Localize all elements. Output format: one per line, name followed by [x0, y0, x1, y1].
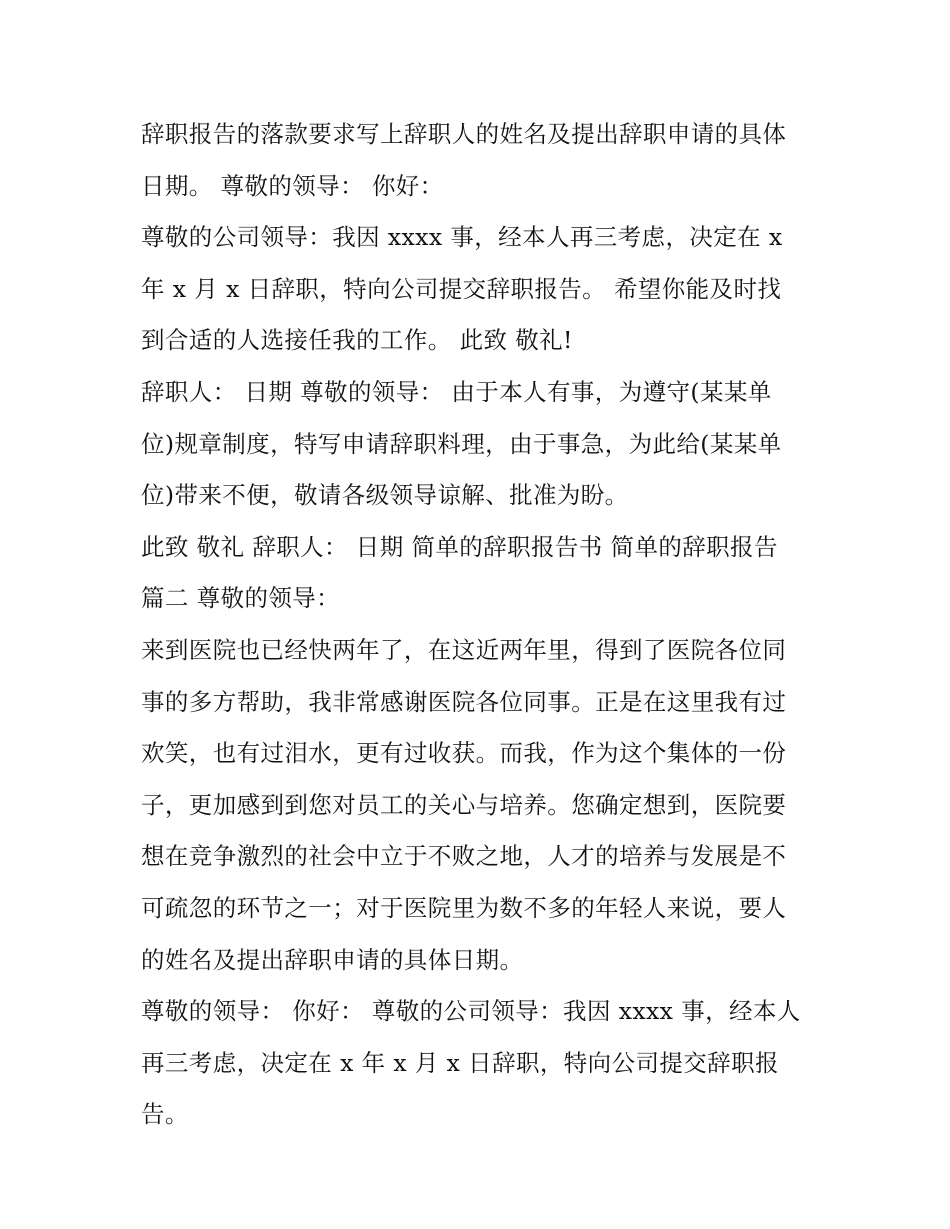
text-line: 告。 [141, 1100, 189, 1129]
text-line: 年 x 月 x 日辞职，特向公司提交辞职报告。 希望你能及时找 [141, 274, 782, 303]
text-line: 尊敬的公司领导：我因 xxxx 事，经本人再三考虑，决定在 x [141, 223, 783, 252]
text-line: 事的多方帮助，我非常感谢医院各位同事。正是在这里我有过 [141, 687, 787, 716]
text-line: 的姓名及提出辞职申请的具体日期。 [141, 945, 524, 974]
text-line: 辞职报告的落款要求写上辞职人的姓名及提出辞职申请的具体 [141, 120, 787, 148]
text-line: 位)规章制度，特写申请辞职料理，由于事急，为此给(某某单 [141, 429, 782, 458]
text-line: 再三考虑，决定在 x 年 x 月 x 日辞职，特向公司提交辞职报 [141, 1048, 779, 1077]
document-body [141, 109, 821, 1141]
text-line: 辞职人： 日期 尊敬的领导： 由于本人有事，为遵守(某某单 [141, 377, 772, 406]
text-line: 来到医院也已经快两年了，在这近两年里，得到了医院各位同 [141, 635, 787, 664]
text-line: 位)带来不便，敬请各级领导谅解、批准为盼。 [141, 481, 629, 510]
text-line: 到合适的人选接任我的工作。 此致 敬礼! [141, 326, 573, 355]
text-line: 尊敬的领导： 你好： 尊敬的公司领导：我因 xxxx 事，经本人 [141, 997, 801, 1026]
text-line: 想在竞争激烈的社会中立于不败之地，人才的培养与发展是不 [141, 842, 787, 871]
text-line: 日期。 尊敬的领导： 你好： [141, 171, 444, 200]
text-line: 可疏忽的环节之一；对于医院里为数不多的年轻人来说，要人 [141, 893, 787, 922]
text-line: 欢笑，也有过泪水，更有过收获。而我，作为这个集体的一份 [141, 739, 787, 768]
text-line: 篇二 尊敬的领导： [141, 584, 341, 613]
text-line: 此致 敬礼 辞职人： 日期 简单的辞职报告书 简单的辞职报告 [141, 532, 778, 561]
text-line: 子，更加感到到您对员工的关心与培养。您确定想到，医院要 [141, 790, 787, 819]
